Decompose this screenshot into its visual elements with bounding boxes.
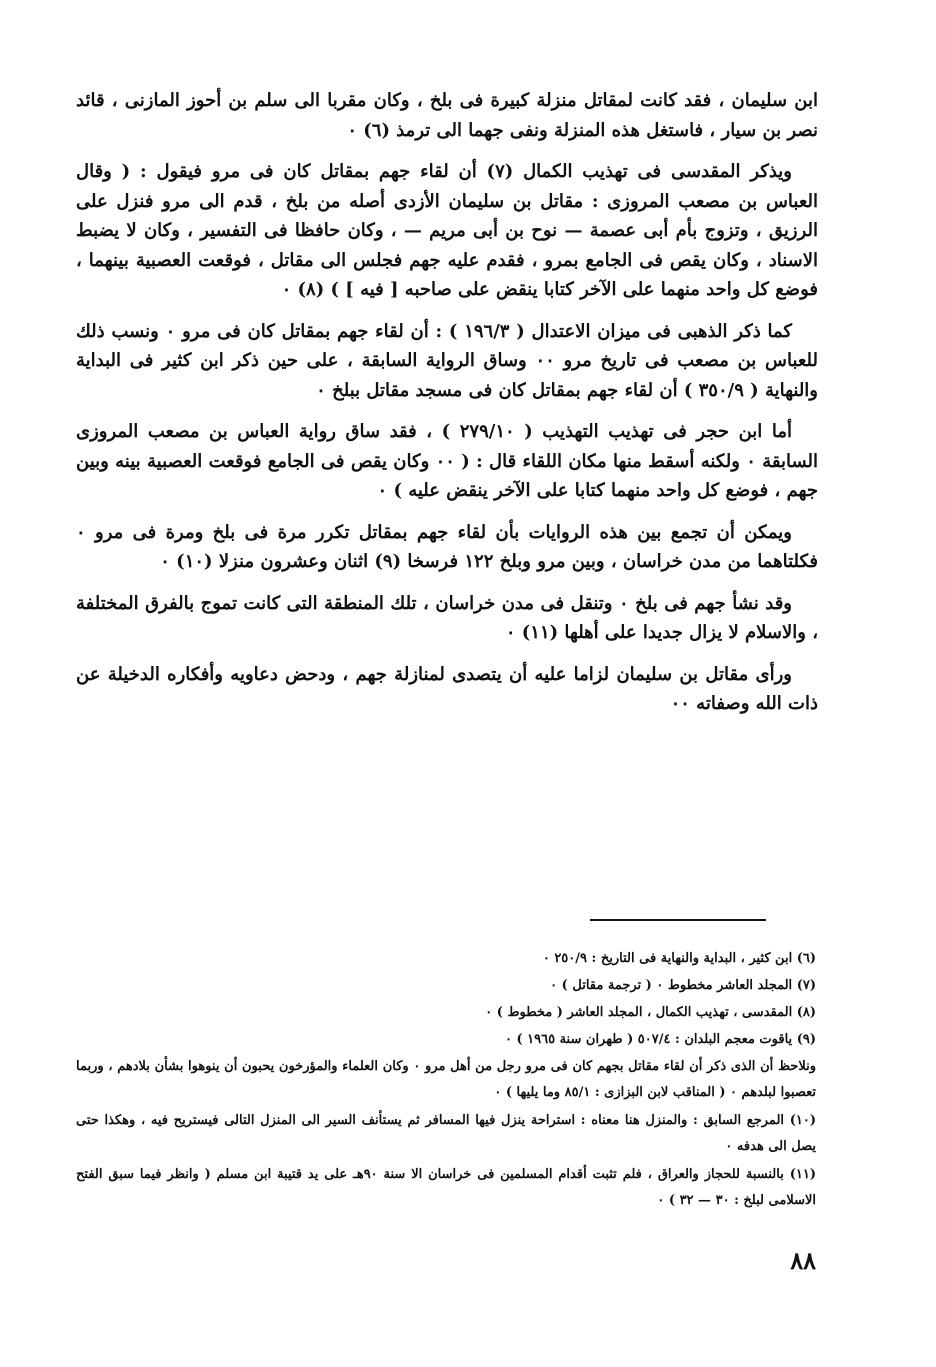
body-text bbox=[76, 86, 818, 731]
paragraph-6: وقد نشأ جهم فى بلخ ٠ وتنقل فى مدن خراسان ، تلك المنطقة التى كانت تموج بالفرق المختلفة ، والاسلام لا يزال جديدا على أهلها (١١) ٠ bbox=[76, 592, 818, 643]
paragraph-5: ويمكن أن تجمع بين هذه الروايات بأن لقاء جهم بمقاتل تكرر مرة فى بلخ ومرة فى مرو ٠ فكلتاهما من مدن خراسان ، وبين مرو وبلخ ١٢٢ فرسخا (٩) اثنان وعشرون منزلا (١٠) ٠ bbox=[76, 521, 818, 572]
footnote-9-remark: ونلاحظ أن الذى ذكر أن لقاء مقاتل بجهم كان فى مرو رجل من أهل مرو ٠ وكان العلماء والمؤرخون يحبون أن ينوهوا بشأن بلادهم ، وربما تعصبوا لبلدهم ٠ ( المناقب لابن البزازى : ٨٥/١ وما يليها ) ٠ bbox=[76, 1059, 817, 1100]
paragraph-2: ويذكر المقدسى فى تهذيب الكمال (٧) أن لقاء جهم بمقاتل كان فى مرو فيقول : ( وقال العباس بن مصعب المروزى : مقاتل بن سليمان الأزدى أصله من بلخ ، قدم الى مرو فنزل على الرزيق ، وتزوج بأم أبى عصمة — نوح بن أبى مريم — ، وكان حافظا فى التفسير ، وكان لا يضبط الاسناد ، وكان يقص فى الجامع بمرو ، فقدم عليه جهم فجلس الى مقاتل ، فوقعت العصبية بينهما ، فوضع كل واحد منهما على الآخر كتابا ينقض على صاحبه [ فيه ] ) (٨) ٠ bbox=[76, 161, 818, 300]
footnote-11: (١١) بالنسبة للحجاز والعراق ، فلم تثبت أقدام المسلمين فى خراسان الا سنة ٩٠هـ على يد قتيبة ابن مسلم ( وانظر فيما سبق الفتح الاسلامى لبلخ : ٣٠ — ٣٢ ) ٠ bbox=[76, 1167, 816, 1208]
footnote-9: (٩) ياقوت معجم البلدان : ٥٠٧/٤ ( طهران سنة ١٩٦٥ ) ٠ bbox=[504, 1032, 816, 1047]
paragraph-1: ابن سليمان ، فقد كانت لمقاتل منزلة كبيرة فى بلخ ، وكان مقربا الى سلم بن أحوز المازنى ، قائد نصر بن سيار ، فاستغل هذه المنزلة ونفى جهما الى ترمذ (٦) ٠ bbox=[76, 90, 818, 141]
footnote-6: (٦) ابن كثير ، البداية والنهاية فى التاريخ : ٢٥٠/٩ ٠ bbox=[542, 951, 816, 966]
footnote-10: (١٠) المرجع السابق : والمنزل هنا معناه : استراحة ينزل فيها المسافر ثم يستأنف السير الى المنزل التالى فيستريح فيه ، وهكذا حتى يصل الى هدفه ٠ bbox=[76, 1113, 816, 1154]
footnotes bbox=[76, 946, 816, 1216]
footnote-separator bbox=[590, 919, 766, 921]
footnote-8: (٨) المقدسى ، تهذيب الكمال ، المجلد العاشر ( مخطوط ) ٠ bbox=[485, 1005, 816, 1020]
paragraph-4: أما ابن حجر فى تهذيب التهذيب ( ٢٧٩/١٠ ) ، فقد ساق رواية العباس بن مصعب المروزى السابقة ٠ ولكنه أسقط منها مكان اللقاء قال : ( ٠٠ وكان يقص فى الجامع فوقعت العصبية بينه وبين جهم ، فوضع كل واحد منهما كتابا على الآخر ينقض عليه ) ٠ bbox=[76, 421, 818, 501]
paragraph-3: كما ذكر الذهبى فى ميزان الاعتدال ( ١٩٦/٣ ) : أن لقاء جهم بمقاتل كان فى مرو ٠ ونسب ذلك للعباس بن مصعب فى تاريخ مرو ٠٠ وساق الرواية السابقة ، على حين ذكر ابن كثير فى البداية والنهاية ( ٣٥٠/٩ ) أن لقاء جهم بمقاتل كان فى مسجد مقاتل ببلخ ٠ bbox=[76, 320, 818, 401]
footnote-7: (٧) المجلد العاشر مخطوط ٠ ( ترجمة مقاتل ) ٠ bbox=[550, 978, 816, 993]
page-number: ٨٨ bbox=[790, 1246, 816, 1275]
paragraph-7: ورأى مقاتل بن سليمان لزاما عليه أن يتصدى لمنازلة جهم ، ودحض دعاويه وأفكاره الدخيلة عن ذات الله وصفاته ٠٠ bbox=[76, 663, 818, 714]
